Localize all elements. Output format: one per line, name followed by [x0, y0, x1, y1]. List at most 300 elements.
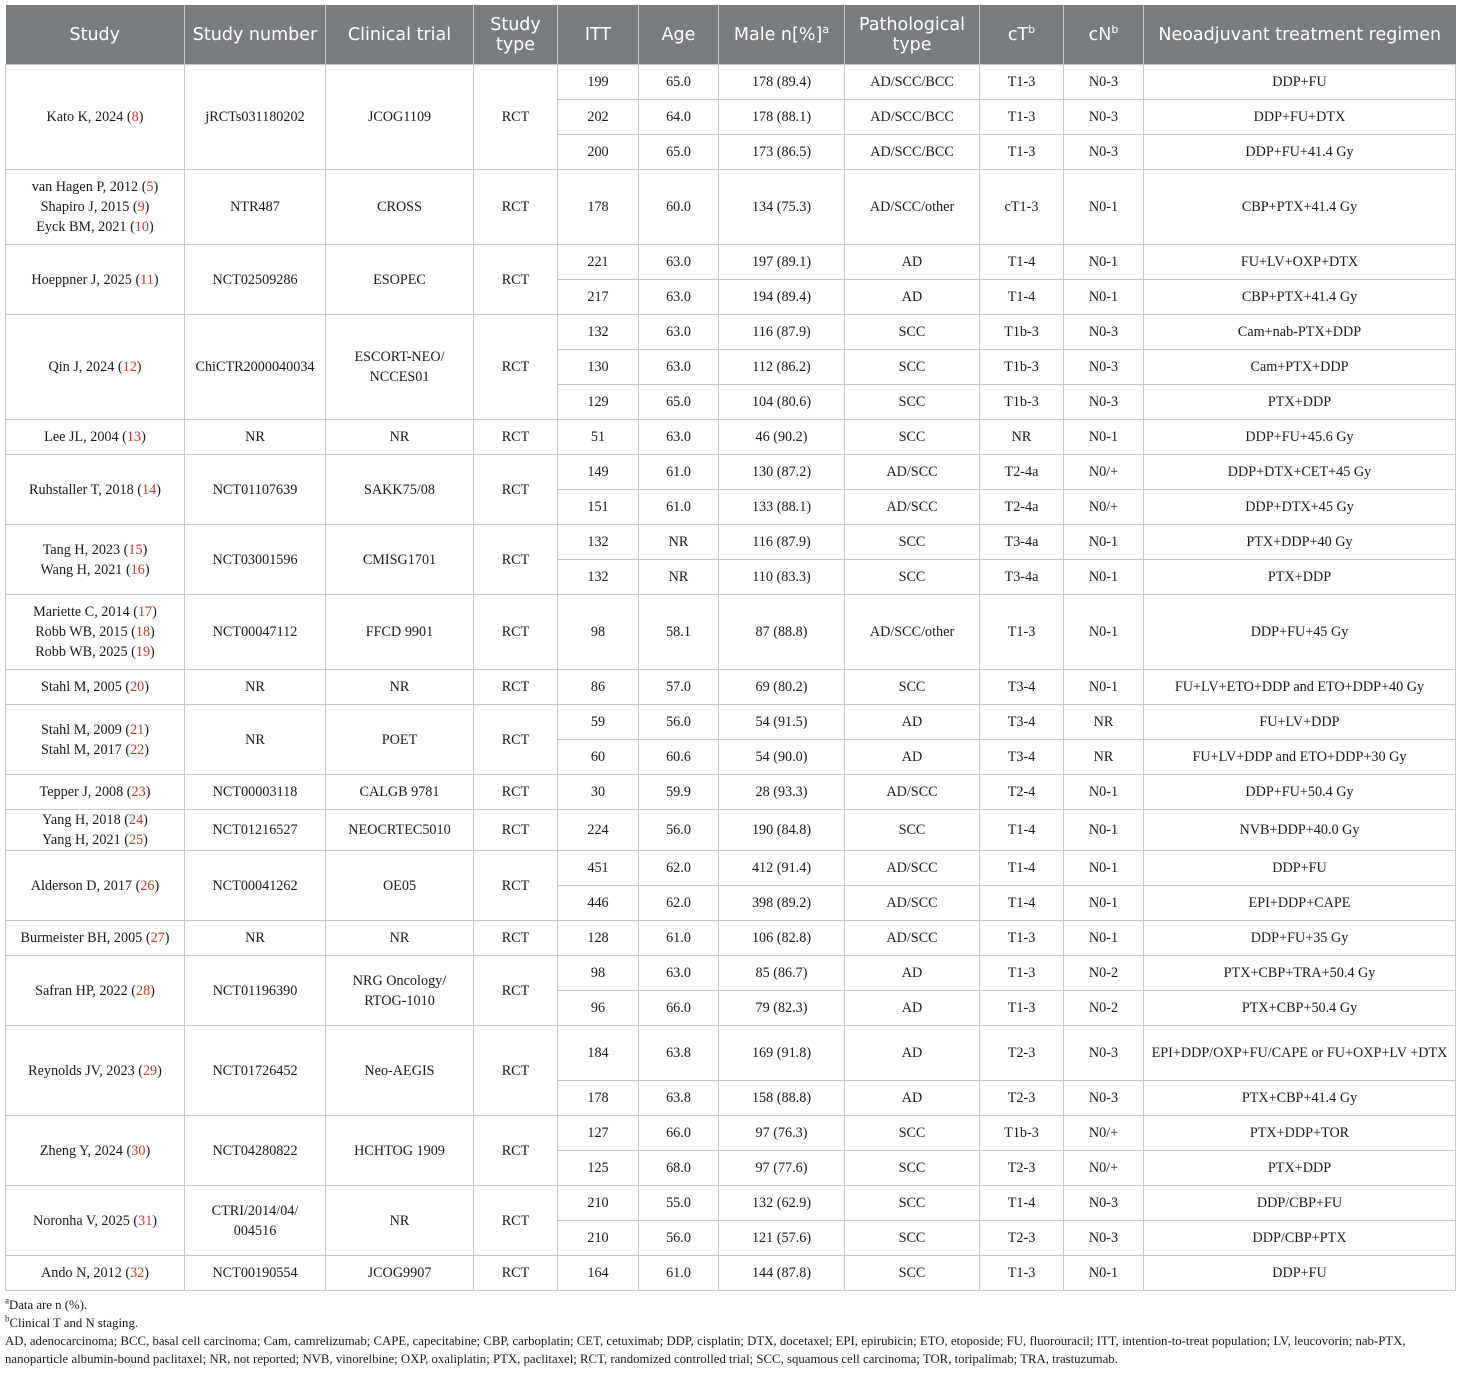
regimen-cell: PTX+CBP+TRA+50.4 Gy — [1144, 956, 1456, 991]
table-row — [6, 245, 1456, 280]
itt-cell: 151 — [558, 490, 639, 525]
pathological-type-cell: AD/SCC — [845, 775, 980, 810]
itt-cell: 51 — [558, 420, 639, 455]
age-cell: 58.1 — [639, 595, 719, 670]
ct-cell: T1-4 — [980, 1186, 1064, 1221]
cn-cell: N0-1 — [1064, 851, 1144, 886]
author-name: Noronha V, 2025 — [32, 1212, 130, 1229]
study-type-cell: RCT — [474, 170, 558, 245]
age-cell: 66.0 — [639, 1116, 719, 1151]
author-name: Burmeister BH, 2005 — [20, 930, 143, 946]
male-cell: 133 (88.1) — [719, 490, 845, 525]
ct-cell: T1-4 — [980, 851, 1064, 886]
itt-cell: 30 — [558, 775, 639, 810]
study-author: Yang H, 2021 (25) — [42, 832, 148, 848]
regimen-cell: DDP+FU — [1144, 65, 1456, 100]
reference-link[interactable]: 15 — [128, 541, 143, 558]
pathological-type-cell: AD/SCC/BCC — [845, 100, 980, 135]
regimen-cell: PTX+CBP+41.4 Gy — [1144, 1081, 1456, 1116]
cn-cell: N0-3 — [1064, 1186, 1144, 1221]
regimen-cell: DDP/CBP+PTX — [1144, 1221, 1456, 1256]
study-author: Tang H, 2023 (15) — [42, 541, 148, 558]
author-name: Wang H, 2021 — [40, 561, 123, 578]
age-cell: 57.0 — [639, 670, 719, 705]
regimen-cell: DDP+FU+35 Gy — [1144, 921, 1456, 956]
male-cell: 54 (91.5) — [719, 705, 845, 740]
regimen-cell: Cam+nab-PTX+DDP — [1144, 315, 1456, 350]
study-number-cell: NR — [185, 705, 326, 775]
pathological-type-cell: SCC — [845, 810, 980, 851]
reference-link[interactable]: 11 — [140, 271, 154, 288]
male-cell: 116 (87.9) — [719, 315, 845, 350]
reference-link[interactable]: 29 — [142, 1062, 158, 1079]
pathological-type-cell: AD/SCC/other — [845, 170, 980, 245]
ct-cell: T1-4 — [980, 810, 1064, 851]
reference-link[interactable]: 18 — [135, 624, 151, 640]
study-number-cell: NCT01726452 — [185, 1026, 326, 1116]
reference-link[interactable]: 17 — [137, 604, 153, 620]
author-name: Reynolds JV, 2023 — [28, 1062, 135, 1079]
study-type-cell: RCT — [474, 595, 558, 670]
author-name: Tepper J, 2008 — [39, 784, 124, 800]
cn-cell: N0-1 — [1064, 810, 1144, 851]
ct-cell: T1-3 — [980, 921, 1064, 956]
regimen-cell: DDP+FU+41.4 Gy — [1144, 135, 1456, 170]
reference-link[interactable]: 27 — [150, 930, 165, 946]
clinical-trial-cell: FFCD 9901 — [326, 595, 474, 670]
pathological-type-cell: SCC — [845, 385, 980, 420]
male-cell: 130 (87.2) — [719, 455, 845, 490]
male-cell: 144 (87.8) — [719, 1256, 845, 1291]
itt-cell: 224 — [558, 810, 639, 851]
study-author: Robb WB, 2015 (18) — [35, 624, 155, 640]
author-name: Qin J, 2024 — [48, 359, 115, 375]
reference-link[interactable]: 28 — [135, 982, 151, 999]
table-row — [6, 1256, 1456, 1291]
male-cell: 112 (86.2) — [719, 350, 845, 385]
study-author: Burmeister BH, 2005 (27) — [20, 930, 170, 946]
male-cell: 116 (87.9) — [719, 525, 845, 560]
study-type-cell: RCT — [474, 1256, 558, 1291]
study-number-cell: ChiCTR2000040034 — [185, 315, 326, 420]
regimen-cell: PTX+DDP+40 Gy — [1144, 525, 1456, 560]
table-body — [6, 65, 1456, 1291]
reference-link[interactable]: 26 — [140, 877, 155, 894]
footnote-a: $^a$Data are n (%). — [5, 1295, 88, 1312]
header-male: Male n[%]$^a$ — [719, 5, 845, 65]
pathological-type-cell: AD/SCC/BCC — [845, 135, 980, 170]
itt-cell: 221 — [558, 245, 639, 280]
age-cell: 60.6 — [639, 740, 719, 775]
ct-cell: T1b-3 — [980, 1116, 1064, 1151]
ct-cell: T2-4a — [980, 490, 1064, 525]
pathological-type-cell: SCC — [845, 525, 980, 560]
ct-cell: T1-4 — [980, 245, 1064, 280]
reference-link[interactable]: 21 — [130, 721, 145, 738]
study-cell — [6, 775, 185, 810]
study-type-cell: RCT — [474, 851, 558, 921]
pathological-type-cell: AD — [845, 991, 980, 1026]
author-name: Tang H, 2023 — [42, 541, 121, 558]
study-author: van Hagen P, 2012 (5) — [31, 179, 159, 195]
study-number-cell: NCT01196390 — [185, 956, 326, 1026]
header-study-number: Study number — [185, 5, 326, 65]
itt-cell: 125 — [558, 1151, 639, 1186]
study-type-cell: RCT — [474, 670, 558, 705]
study-cell — [6, 921, 185, 956]
itt-cell: 130 — [558, 350, 639, 385]
reference-link[interactable]: 8 — [131, 109, 139, 125]
pathological-type-cell: AD/SCC — [845, 490, 980, 525]
table-container — [5, 5, 1455, 1368]
cn-cell: N0-1 — [1064, 280, 1144, 315]
author-name: Robb WB, 2025 — [35, 644, 128, 660]
reference-link[interactable]: 10 — [134, 219, 149, 235]
male-cell: 28 (93.3) — [719, 775, 845, 810]
cn-cell: N0-3 — [1064, 315, 1144, 350]
author-name: Yang H, 2018 — [42, 812, 121, 828]
itt-cell: 184 — [558, 1026, 639, 1081]
age-cell: 65.0 — [639, 385, 719, 420]
male-cell: 97 (77.6) — [719, 1151, 845, 1186]
author-name: Hoeppner J, 2025 — [31, 271, 132, 288]
pathological-type-cell: SCC — [845, 1116, 980, 1151]
age-cell: 66.0 — [639, 991, 719, 1026]
age-cell: 63.0 — [639, 245, 719, 280]
study-cell — [6, 65, 185, 170]
male-cell: 87 (88.8) — [719, 595, 845, 670]
table-row — [6, 1116, 1456, 1151]
itt-cell: 178 — [558, 170, 639, 245]
male-cell: 46 (90.2) — [719, 420, 845, 455]
reference-link[interactable]: 14 — [142, 481, 157, 498]
reference-link[interactable]: 13 — [126, 429, 142, 445]
study-author: Robb WB, 2025 (19) — [35, 644, 155, 660]
itt-cell: 60 — [558, 740, 639, 775]
male-cell: 134 (75.3) — [719, 170, 845, 245]
ct-cell: T1-3 — [980, 65, 1064, 100]
ct-cell: T1-3 — [980, 595, 1064, 670]
clinical-trial-cell: OE05 — [326, 851, 474, 921]
study-number-cell: NCT04280822 — [185, 1116, 326, 1186]
pathological-type-cell: AD/SCC/BCC — [845, 65, 980, 100]
itt-cell: 127 — [558, 1116, 639, 1151]
cn-cell: N0-1 — [1064, 595, 1144, 670]
cn-cell: N0-2 — [1064, 956, 1144, 991]
male-cell: 69 (80.2) — [719, 670, 845, 705]
author-name: van Hagen P, 2012 — [31, 179, 139, 195]
regimen-cell: FU+LV+OXP+DTX — [1144, 245, 1456, 280]
study-cell — [6, 810, 185, 851]
study-author: Qin J, 2024 (12) — [48, 359, 142, 375]
male-cell: 110 (83.3) — [719, 560, 845, 595]
itt-cell: 86 — [558, 670, 639, 705]
table-row — [6, 595, 1456, 670]
itt-cell: 164 — [558, 1256, 639, 1291]
age-cell: 55.0 — [639, 1186, 719, 1221]
study-author: Tepper J, 2008 (23) — [39, 784, 151, 800]
study-cell — [6, 1256, 185, 1291]
study-cell — [6, 851, 185, 921]
regimen-cell: CBP+PTX+41.4 Gy — [1144, 170, 1456, 245]
cn-cell: N0/+ — [1064, 1116, 1144, 1151]
table-row — [6, 525, 1456, 560]
study-author: Stahl M, 2017 (22) — [41, 741, 149, 758]
clinical-trial-cell: NRG Oncology/ RTOG-1010 — [326, 956, 474, 1026]
itt-cell: 451 — [558, 851, 639, 886]
study-author: Eyck BM, 2021 (10) — [36, 219, 154, 235]
age-cell: 64.0 — [639, 100, 719, 135]
regimen-cell: DDP+FU — [1144, 851, 1456, 886]
male-cell: 169 (91.8) — [719, 1026, 845, 1081]
footnote-abbreviations: AD, adenocarcinoma; BCC, basal cell carcinoma; Cam, camrelizumab; CAPE, capecitabine; CBP, carboplatin; CET, cetuximab; DDP, cisplatin; DTX, docetaxel; EPI, epirubicin; ETO, etoposide; FU, fluorouracil; ITT, intention-to-treat population; LV, leucovorin; nab-PTX, nanoparticle albumin-bound paclitaxel; NR, not reported; NVB, vinorelbine; OXP, oxaliplatin; PTX, paclitaxel; RCT, randomized controlled trial; SCC, squamous cell carcinoma; TOR, toripalimab; TRA, trastuzumab. — [5, 1334, 1406, 1366]
study-type-cell: RCT — [474, 1186, 558, 1256]
table-row — [6, 170, 1456, 245]
table-row — [6, 420, 1456, 455]
ct-cell: T1-3 — [980, 100, 1064, 135]
study-author: Shapiro J, 2015 (9) — [40, 199, 150, 215]
study-author: Reynolds JV, 2023 (29) — [28, 1062, 162, 1079]
male-cell: 398 (89.2) — [719, 886, 845, 921]
regimen-cell: DDP+DTX+CET+45 Gy — [1144, 455, 1456, 490]
header-ct: $cT^b$ — [980, 5, 1064, 65]
age-cell: NR — [639, 560, 719, 595]
study-cell — [6, 315, 185, 420]
ct-cell: T2-3 — [980, 1026, 1064, 1081]
regimen-cell: DDP+FU+45.6 Gy — [1144, 420, 1456, 455]
study-cell — [6, 525, 185, 595]
author-name: Safran HP, 2022 — [35, 982, 128, 999]
itt-cell: 210 — [558, 1186, 639, 1221]
regimen-cell: PTX+DDP — [1144, 560, 1456, 595]
regimen-cell: DDP/CBP+FU — [1144, 1186, 1456, 1221]
regimen-cell: FU+LV+DDP — [1144, 705, 1456, 740]
reference-link[interactable]: 30 — [131, 1142, 146, 1159]
study-cell — [6, 1186, 185, 1256]
reference-link[interactable]: 12 — [122, 359, 137, 375]
age-cell: 59.9 — [639, 775, 719, 810]
reference-link[interactable]: 20 — [130, 679, 145, 695]
age-cell: 63.0 — [639, 350, 719, 385]
male-cell: 178 (89.4) — [719, 65, 845, 100]
study-author: Wang H, 2021 (16) — [40, 561, 150, 578]
cn-cell: N0-1 — [1064, 170, 1144, 245]
ct-cell: T3-4 — [980, 740, 1064, 775]
header-cn: $cN^b$ — [1064, 5, 1144, 65]
pathological-type-cell: SCC — [845, 670, 980, 705]
ct-cell: T1-4 — [980, 886, 1064, 921]
header-pathological-type: Pathological type — [845, 5, 980, 65]
itt-cell: 446 — [558, 886, 639, 921]
author-name: Kato K, 2024 — [46, 109, 124, 125]
study-author: Lee JL, 2004 (13) — [44, 429, 146, 445]
pathological-type-cell: SCC — [845, 420, 980, 455]
itt-cell: 132 — [558, 525, 639, 560]
pathological-type-cell: AD — [845, 705, 980, 740]
table-row — [6, 810, 1456, 851]
age-cell: 63.8 — [639, 1081, 719, 1116]
cn-cell: N0-3 — [1064, 65, 1144, 100]
study-type-cell: RCT — [474, 810, 558, 851]
study-number-cell: NTR487 — [185, 170, 326, 245]
reference-link[interactable]: 24 — [128, 812, 144, 828]
study-number-cell: NR — [185, 420, 326, 455]
pathological-type-cell: SCC — [845, 560, 980, 595]
author-name: Ruhstaller T, 2018 — [29, 481, 134, 498]
reference-link[interactable]: 19 — [135, 644, 151, 660]
itt-cell: 217 — [558, 280, 639, 315]
clinical-trial-cell: NR — [326, 420, 474, 455]
study-number-cell: NCT01216527 — [185, 810, 326, 851]
male-cell: 104 (80.6) — [719, 385, 845, 420]
author-name: Alderson D, 2017 — [30, 877, 133, 894]
clinical-trial-cell: POET — [326, 705, 474, 775]
footnote-b: $^b$Clinical T and N staging. — [5, 1313, 139, 1330]
study-type-cell: RCT — [474, 956, 558, 1026]
ct-cell: T1b-3 — [980, 315, 1064, 350]
itt-cell: 199 — [558, 65, 639, 100]
age-cell: 61.0 — [639, 455, 719, 490]
regimen-cell: DDP+FU+45 Gy — [1144, 595, 1456, 670]
itt-cell: 59 — [558, 705, 639, 740]
footnotes — [5, 1296, 1455, 1368]
regimen-cell: CBP+PTX+41.4 Gy — [1144, 280, 1456, 315]
itt-cell: 210 — [558, 1221, 639, 1256]
age-cell: 65.0 — [639, 135, 719, 170]
cn-cell: N0-1 — [1064, 886, 1144, 921]
study-number-cell: NCT03001596 — [185, 525, 326, 595]
study-number-cell: NR — [185, 921, 326, 956]
author-name: Robb WB, 2015 — [35, 624, 128, 640]
study-type-cell: RCT — [474, 775, 558, 810]
cn-cell: N0/+ — [1064, 1151, 1144, 1186]
study-type-cell: RCT — [474, 1116, 558, 1186]
itt-cell: 128 — [558, 921, 639, 956]
clinical-trial-cell: ESCORT-NEO/ NCCES01 — [326, 315, 474, 420]
author-name: Stahl M, 2017 — [41, 741, 122, 758]
study-type-cell: RCT — [474, 420, 558, 455]
reference-link[interactable]: 32 — [130, 1265, 145, 1281]
male-cell: 197 (89.1) — [719, 245, 845, 280]
clinical-trial-cell: NEOCRTEC5010 — [326, 810, 474, 851]
ct-cell: T3-4a — [980, 560, 1064, 595]
reference-link[interactable]: 5 — [146, 179, 154, 195]
study-cell — [6, 170, 185, 245]
itt-cell: 129 — [558, 385, 639, 420]
ct-cell: T3-4a — [980, 525, 1064, 560]
itt-cell: 98 — [558, 595, 639, 670]
ct-cell: T1-3 — [980, 991, 1064, 1026]
cn-cell: N0-3 — [1064, 1081, 1144, 1116]
itt-cell: 132 — [558, 315, 639, 350]
regimen-cell: FU+LV+DDP and ETO+DDP+30 Gy — [1144, 740, 1456, 775]
table-row — [6, 956, 1456, 991]
author-name: Yang H, 2021 — [42, 832, 121, 848]
age-cell: 63.0 — [639, 280, 719, 315]
study-cell — [6, 595, 185, 670]
ct-cell: T1b-3 — [980, 385, 1064, 420]
itt-cell: 202 — [558, 100, 639, 135]
regimen-cell: DDP+FU — [1144, 1256, 1456, 1291]
study-type-cell: RCT — [474, 315, 558, 420]
study-type-cell: RCT — [474, 65, 558, 170]
ct-cell: NR — [980, 420, 1064, 455]
study-type-cell: RCT — [474, 921, 558, 956]
author-name: Shapiro J, 2015 — [40, 199, 130, 215]
regimen-cell: NVB+DDP+40.0 Gy — [1144, 810, 1456, 851]
table-row — [6, 705, 1456, 740]
reference-link[interactable]: 9 — [137, 199, 145, 215]
author-name: Eyck BM, 2021 — [36, 219, 127, 235]
study-type-cell: RCT — [474, 1026, 558, 1116]
cn-cell: N0-3 — [1064, 385, 1144, 420]
clinical-trial-cell: JCOG9907 — [326, 1256, 474, 1291]
study-author: Safran HP, 2022 (28) — [35, 982, 155, 999]
header-study: Study — [6, 5, 185, 65]
pathological-type-cell: SCC — [845, 350, 980, 385]
itt-cell: 178 — [558, 1081, 639, 1116]
ct-cell: T3-4 — [980, 705, 1064, 740]
ct-cell: cT1-3 — [980, 170, 1064, 245]
male-cell: 79 (82.3) — [719, 991, 845, 1026]
study-number-cell: NR — [185, 670, 326, 705]
study-type-cell: RCT — [474, 525, 558, 595]
male-cell: 106 (82.8) — [719, 921, 845, 956]
reference-link[interactable]: 23 — [131, 784, 146, 800]
cn-cell: N0-1 — [1064, 560, 1144, 595]
cn-cell: N0-3 — [1064, 1221, 1144, 1256]
regimen-cell: EPI+DDP/OXP+FU/CAPE or FU+OXP+LV +DTX — [1144, 1026, 1456, 1081]
reference-link[interactable]: 31 — [138, 1212, 153, 1229]
study-author: Ando N, 2012 (32) — [41, 1265, 149, 1281]
cn-cell: N0-3 — [1064, 100, 1144, 135]
author-name: Stahl M, 2005 — [41, 679, 122, 695]
ct-cell: T1-3 — [980, 1256, 1064, 1291]
cn-cell: N0-3 — [1064, 135, 1144, 170]
age-cell: 62.0 — [639, 851, 719, 886]
regimen-cell: FU+LV+ETO+DDP and ETO+DDP+40 Gy — [1144, 670, 1456, 705]
pathological-type-cell: AD — [845, 280, 980, 315]
study-type-cell: RCT — [474, 245, 558, 315]
cn-cell: N0-1 — [1064, 670, 1144, 705]
male-cell: 173 (86.5) — [719, 135, 845, 170]
age-cell: NR — [639, 525, 719, 560]
author-name: Stahl M, 2009 — [41, 721, 122, 738]
male-cell: 54 (90.0) — [719, 740, 845, 775]
study-cell — [6, 1026, 185, 1116]
cn-cell: N0-1 — [1064, 245, 1144, 280]
cn-cell: N0/+ — [1064, 455, 1144, 490]
study-author: Zheng Y, 2024 (30) — [39, 1142, 151, 1159]
male-cell: 85 (86.7) — [719, 956, 845, 991]
table-row — [6, 775, 1456, 810]
study-author: Alderson D, 2017 (26) — [30, 877, 160, 894]
reference-link[interactable]: 22 — [130, 741, 145, 758]
header-study-type: Study type — [474, 5, 558, 65]
cn-cell: N0-1 — [1064, 1256, 1144, 1291]
age-cell: 68.0 — [639, 1151, 719, 1186]
reference-link[interactable]: 25 — [128, 832, 144, 848]
clinical-trial-cell: CALGB 9781 — [326, 775, 474, 810]
ct-cell: T2-3 — [980, 1151, 1064, 1186]
clinical-trial-cell: Neo-AEGIS — [326, 1026, 474, 1116]
itt-cell: 132 — [558, 560, 639, 595]
reference-link[interactable]: 16 — [130, 561, 145, 578]
header-row — [6, 5, 1456, 65]
study-number-cell: NCT00003118 — [185, 775, 326, 810]
author-name: Ando N, 2012 — [41, 1265, 122, 1281]
regimen-cell: DDP+FU+50.4 Gy — [1144, 775, 1456, 810]
